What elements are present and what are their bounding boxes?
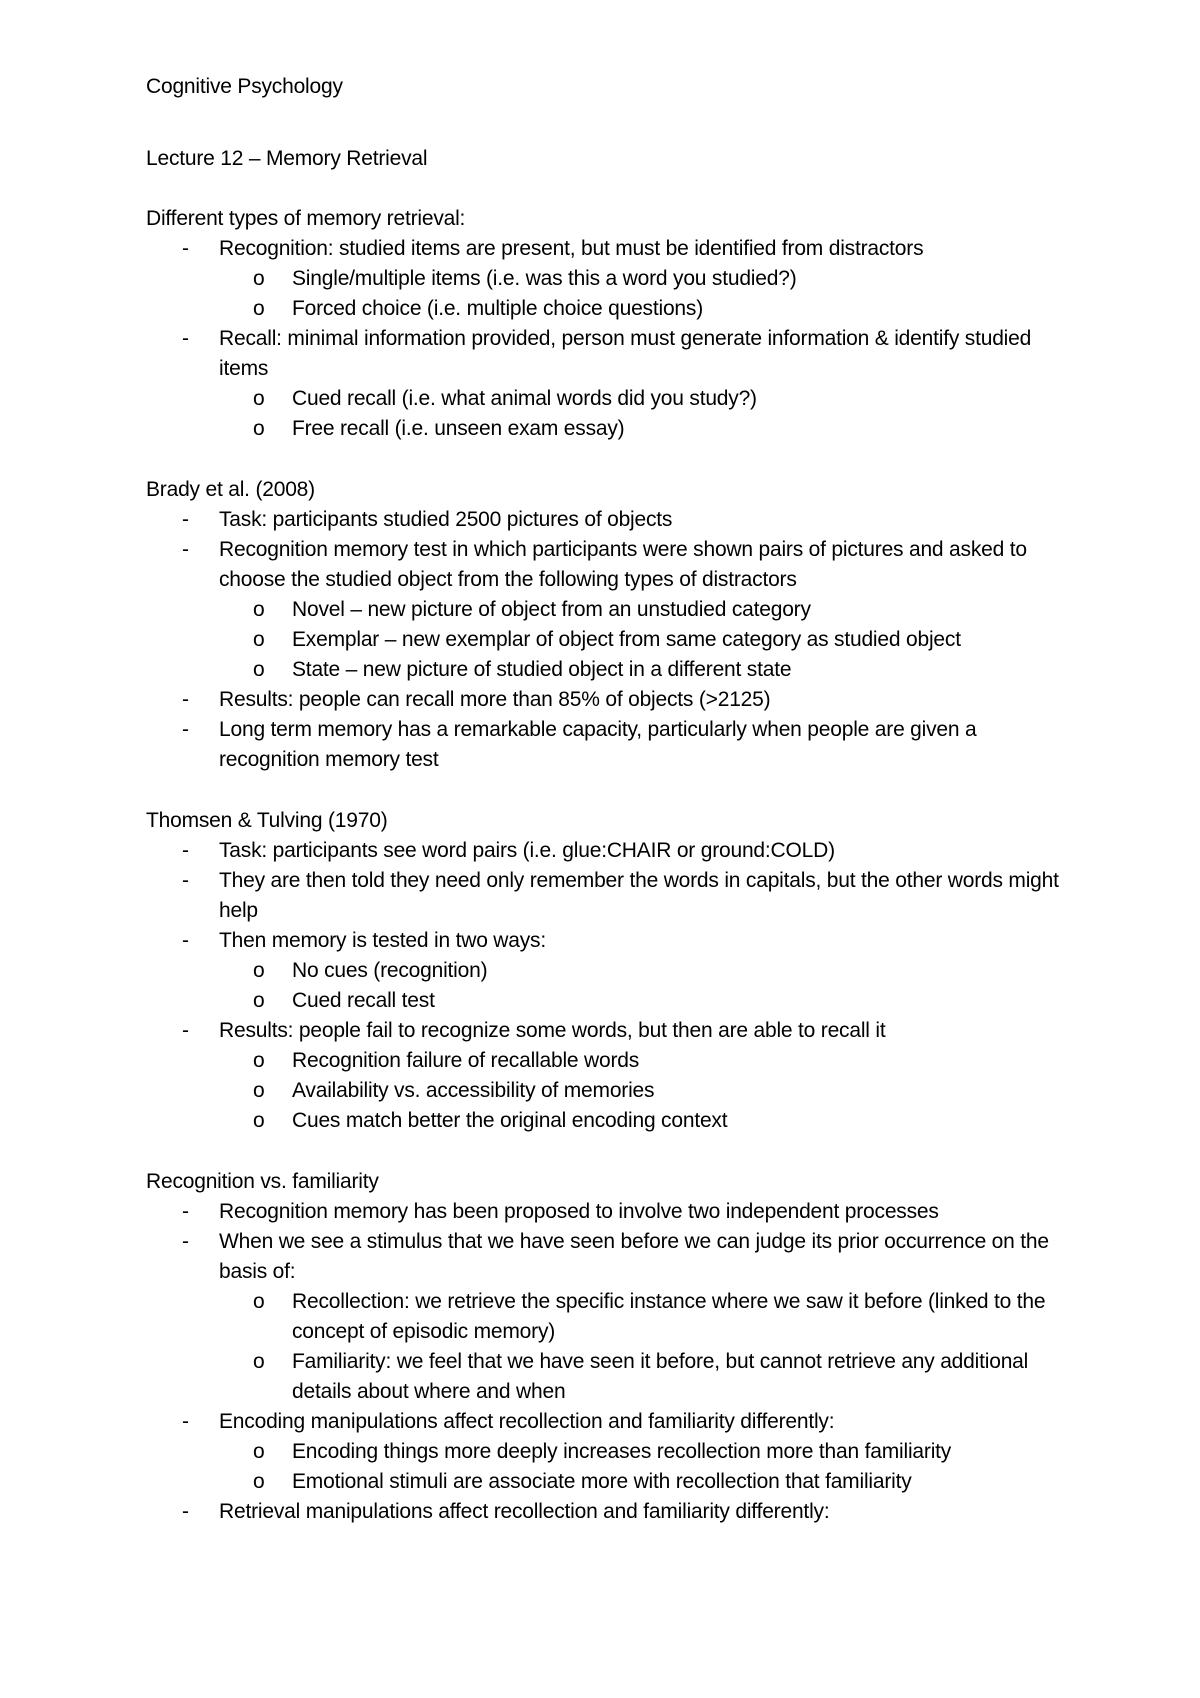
sub-bullet-marker: o <box>253 267 265 290</box>
sub-bullet-text: Single/multiple items (i.e. was this a word you studied?) <box>292 267 797 290</box>
bullet-marker: - <box>182 1410 189 1433</box>
sub-bullet-item <box>219 595 1066 625</box>
bullet-marker: - <box>182 688 189 711</box>
sub-bullet-item <box>219 294 1066 324</box>
sub-bullet-list <box>219 1287 1066 1407</box>
bullet-marker: - <box>182 718 189 741</box>
bullet-marker: - <box>182 839 189 862</box>
sub-bullet-text: Recognition failure of recallable words <box>292 1049 640 1072</box>
sub-bullet-text: Novel – new picture of object from an unstudied category <box>292 598 811 621</box>
sub-bullet-item <box>219 264 1066 294</box>
bullet-item <box>146 234 1066 324</box>
bullet-item <box>146 324 1066 444</box>
bullet-list <box>146 836 1066 1136</box>
bullet-marker: - <box>182 1230 189 1253</box>
sub-bullet-item <box>219 1046 1066 1076</box>
sub-bullet-list <box>219 264 1066 324</box>
sub-bullet-marker: o <box>253 387 265 410</box>
bullet-text: Then memory is tested in two ways: <box>219 929 546 952</box>
sub-bullet-item <box>219 655 1066 685</box>
sub-bullet-item <box>219 1467 1066 1497</box>
sub-bullet-marker: o <box>253 1109 265 1132</box>
sub-bullet-text: Cued recall (i.e. what animal words did you study?) <box>292 387 757 410</box>
bullet-marker: - <box>182 237 189 260</box>
bullet-text: Long term memory has a remarkable capacity, particularly when people are given a recognition memory test <box>219 718 977 771</box>
bullet-marker: - <box>182 1500 189 1523</box>
bullet-item <box>146 836 1066 866</box>
bullet-text: When we see a stimulus that we have seen before we can judge its prior occurrence on the basis of: <box>219 1230 1049 1283</box>
spacer <box>146 1136 1066 1167</box>
section-heading: Recognition vs. familiarity <box>146 1170 379 1193</box>
sub-bullet-text: No cues (recognition) <box>292 959 488 982</box>
sub-bullet-text: Encoding things more deeply increases recollection more than familiarity <box>292 1440 952 1463</box>
bullet-marker: - <box>182 538 189 561</box>
sub-bullet-list <box>219 1046 1066 1136</box>
bullet-item <box>146 1407 1066 1497</box>
bullet-text: Retrieval manipulations affect recollection and familiarity differently: <box>219 1500 830 1523</box>
bullet-marker: - <box>182 929 189 952</box>
sub-bullet-text: Emotional stimuli are associate more with recollection that familiarity <box>292 1470 912 1493</box>
bullet-item <box>146 1016 1066 1136</box>
sub-bullet-item <box>219 1287 1066 1347</box>
sub-bullet-item <box>219 384 1066 414</box>
bullet-text: Results: people can recall more than 85% of objects (>2125) <box>219 688 771 711</box>
sub-bullet-text: Recollection: we retrieve the specific instance where we saw it before (linked to the concept of episodic memory) <box>292 1290 1046 1343</box>
sub-bullet-marker: o <box>253 1049 265 1072</box>
sub-bullet-marker: o <box>253 628 265 651</box>
bullet-item <box>146 1227 1066 1407</box>
bullet-text: Task: participants studied 2500 pictures of objects <box>219 508 673 531</box>
section-heading: Thomsen & Tulving (1970) <box>146 809 388 832</box>
sub-bullet-marker: o <box>253 1440 265 1463</box>
bullet-item <box>146 505 1066 535</box>
section-heading: Different types of memory retrieval: <box>146 207 466 230</box>
sub-bullet-item <box>219 1076 1066 1106</box>
sub-bullet-text: Cues match better the original encoding context <box>292 1109 728 1132</box>
sub-bullet-item <box>219 956 1066 986</box>
bullet-marker: - <box>182 1200 189 1223</box>
sub-bullet-marker: o <box>253 1350 265 1373</box>
sub-bullet-item <box>219 1347 1066 1407</box>
sub-bullet-marker: o <box>253 598 265 621</box>
bullet-text: Encoding manipulations affect recollection and familiarity differently: <box>219 1410 835 1433</box>
bullet-item <box>146 926 1066 1016</box>
bullet-marker: - <box>182 1019 189 1042</box>
bullet-list <box>146 1197 1066 1527</box>
sub-bullet-text: Cued recall test <box>292 989 435 1012</box>
bullet-text: Recognition memory test in which participants were shown pairs of pictures and asked to choose the studied object from the following types of distractors <box>219 538 1027 591</box>
sub-bullet-item <box>219 625 1066 655</box>
bullet-item <box>146 535 1066 685</box>
bullet-marker: - <box>182 869 189 892</box>
sub-bullet-item <box>219 414 1066 444</box>
bullet-text: They are then told they need only remember the words in capitals, but the other words might help <box>219 869 1059 922</box>
bullet-marker: - <box>182 508 189 531</box>
sub-bullet-marker: o <box>253 959 265 982</box>
sub-bullet-text: Free recall (i.e. unseen exam essay) <box>292 417 625 440</box>
bullet-item <box>146 1497 1066 1527</box>
sub-bullet-marker: o <box>253 658 265 681</box>
bullet-text: Task: participants see word pairs (i.e. glue:CHAIR or ground:COLD) <box>219 839 835 862</box>
bullet-marker: - <box>182 327 189 350</box>
sub-bullet-marker: o <box>253 1470 265 1493</box>
sub-bullet-list <box>219 1437 1066 1497</box>
sub-bullet-text: Availability vs. accessibility of memories <box>292 1079 655 1102</box>
bullet-text: Recognition memory has been proposed to involve two independent processes <box>219 1200 939 1223</box>
bullet-text: Results: people fail to recognize some words, but then are able to recall it <box>219 1019 886 1042</box>
bullet-item <box>146 866 1066 926</box>
sub-bullet-marker: o <box>253 1079 265 1102</box>
bullet-text: Recall: minimal information provided, person must generate information & identify studied items <box>219 327 1032 380</box>
lecture-title: Lecture 12 – Memory Retrieval <box>146 147 428 170</box>
bullet-item <box>146 715 1066 775</box>
sub-bullet-marker: o <box>253 297 265 320</box>
sub-bullet-item <box>219 986 1066 1016</box>
sub-bullet-item <box>219 1437 1066 1467</box>
spacer <box>146 775 1066 806</box>
bullet-list <box>146 505 1066 775</box>
section-heading: Brady et al. (2008) <box>146 478 315 501</box>
spacer <box>146 174 1066 204</box>
document-page <box>146 72 1066 1527</box>
course-title: Cognitive Psychology <box>146 75 343 98</box>
sub-bullet-marker: o <box>253 1290 265 1313</box>
sub-bullet-marker: o <box>253 989 265 1012</box>
spacer <box>146 102 1066 144</box>
sub-bullet-text: Exemplar – new exemplar of object from same category as studied object <box>292 628 961 651</box>
bullet-text: Recognition: studied items are present, but must be identified from distractors <box>219 237 924 260</box>
sub-bullet-list <box>219 384 1066 444</box>
sub-bullet-list <box>219 956 1066 1016</box>
bullet-item <box>146 1197 1066 1227</box>
spacer <box>146 444 1066 475</box>
sub-bullet-text: State – new picture of studied object in a different state <box>292 658 792 681</box>
sub-bullet-marker: o <box>253 417 265 440</box>
sub-bullet-item <box>219 1106 1066 1136</box>
sub-bullet-list <box>219 595 1066 685</box>
sub-bullet-text: Forced choice (i.e. multiple choice questions) <box>292 297 703 320</box>
sub-bullet-text: Familiarity: we feel that we have seen it before, but cannot retrieve any additional details about where and when <box>292 1350 1029 1403</box>
bullet-item <box>146 685 1066 715</box>
bullet-list <box>146 234 1066 444</box>
